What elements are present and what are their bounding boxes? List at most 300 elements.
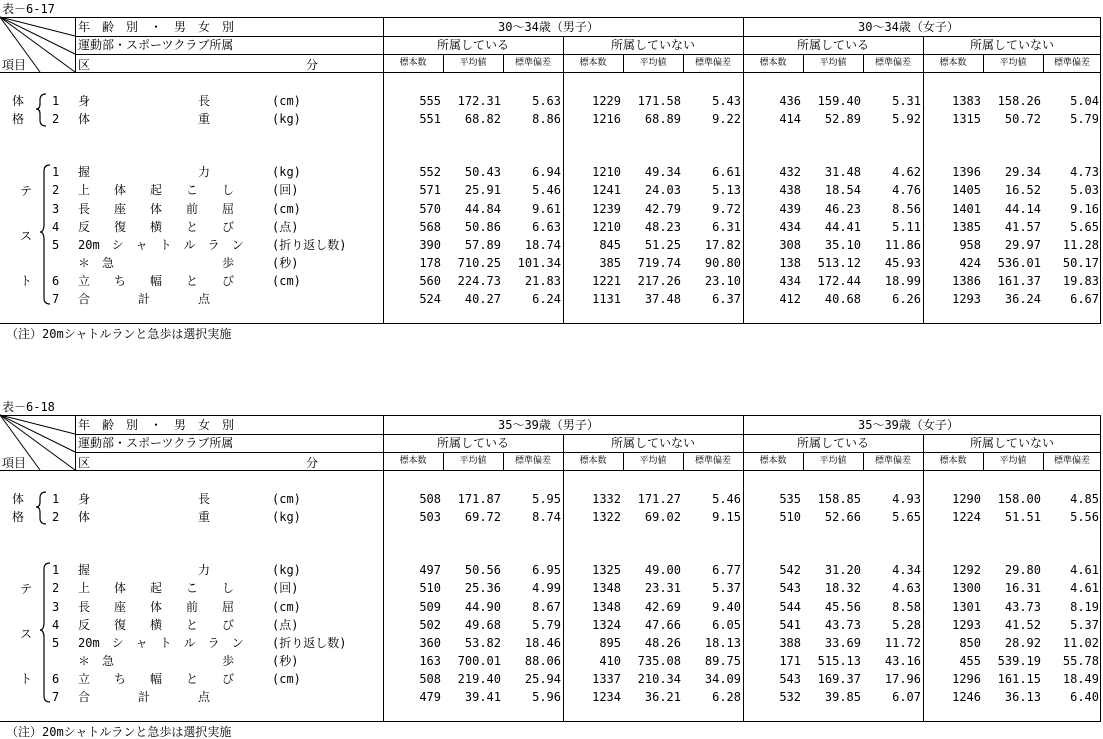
data-cell: 6.77 (712, 563, 741, 577)
data-cell: 4.61 (1070, 581, 1099, 595)
data-cell: 4.85 (1070, 492, 1099, 506)
data-cell: 1300 (952, 581, 981, 595)
data-cell: 5.79 (532, 618, 561, 632)
data-cell: 1210 (592, 220, 621, 234)
item-number: 6 (52, 274, 60, 288)
data-cell: 45.93 (884, 256, 921, 270)
data-cell: 508 (419, 672, 441, 686)
item-unit: (cm) (272, 202, 301, 216)
data-cell: 5.03 (1070, 183, 1099, 197)
data-cell: 44.90 (464, 600, 501, 614)
item-number: 2 (52, 510, 60, 524)
item-unit: (秒) (272, 256, 299, 270)
data-cell: 1337 (592, 672, 621, 686)
data-cell: 5.46 (532, 183, 561, 197)
header-not-belong: 所属していない (610, 38, 695, 52)
data-cell: 23.10 (704, 274, 741, 288)
item-name: ＊ 急 歩 (78, 256, 235, 270)
data-cell: 18.49 (1062, 672, 1099, 686)
item-name: 身 長 (78, 492, 211, 506)
header-sd: 標準偏差 (1053, 456, 1090, 466)
item-name: 上 体 起 こ し (78, 183, 235, 197)
data-cell: 524 (419, 292, 441, 306)
data-cell: 850 (959, 636, 981, 650)
data-cell: 1348 (592, 581, 621, 595)
data-cell: 1386 (952, 274, 981, 288)
data-cell: 1332 (592, 492, 621, 506)
data-cell: 4.99 (532, 581, 561, 595)
data-cell: 11.02 (1062, 636, 1099, 650)
header-n: 標本数 (579, 58, 607, 68)
data-cell: 543 (779, 581, 801, 595)
data-cell: 513.12 (817, 256, 861, 270)
data-cell: 163 (419, 654, 441, 668)
data-cell: 48.26 (644, 636, 681, 650)
data-cell: 455 (959, 654, 981, 668)
data-cell: 39.85 (824, 690, 861, 704)
group-physique-1: 体 (12, 492, 25, 506)
data-cell: 45.56 (824, 600, 861, 614)
header-n: 標本数 (399, 456, 427, 466)
data-cell: 47.66 (644, 618, 681, 632)
data-cell: 5.95 (532, 492, 561, 506)
header-sd: 標準偏差 (694, 58, 731, 68)
data-cell: 308 (779, 238, 801, 252)
data-cell: 1221 (592, 274, 621, 288)
data-cell: 4.34 (892, 563, 921, 577)
data-cell: 69.72 (464, 510, 501, 524)
data-cell: 35.10 (824, 238, 861, 252)
data-cell: 1293 (952, 292, 981, 306)
data-cell: 568 (419, 220, 441, 234)
data-cell: 49.68 (464, 618, 501, 632)
data-cell: 536.01 (997, 256, 1041, 270)
header-rule (383, 54, 1101, 55)
data-cell: 515.13 (817, 654, 861, 668)
data-cell: 44.14 (1004, 202, 1041, 216)
data-cell: 18.32 (824, 581, 861, 595)
data-cell: 171.58 (637, 94, 681, 108)
data-cell: 542 (779, 563, 801, 577)
item-unit: (cm) (272, 94, 301, 108)
item-unit: (回) (272, 183, 299, 197)
data-cell: 1324 (592, 618, 621, 632)
data-cell: 8.56 (892, 202, 921, 216)
data-cell: 51.25 (644, 238, 681, 252)
data-cell: 1383 (952, 94, 981, 108)
data-cell: 16.52 (1004, 183, 1041, 197)
data-cell: 539.19 (997, 654, 1041, 668)
data-cell: 5.92 (892, 112, 921, 126)
data-cell: 43.73 (824, 618, 861, 632)
data-cell: 510 (779, 510, 801, 524)
data-cell: 159.40 (817, 94, 861, 108)
data-cell: 19.83 (1062, 274, 1099, 288)
item-name: 長 座 体 前 屈 (78, 600, 235, 614)
item-unit: (kg) (272, 112, 301, 126)
stat-table-1 (0, 0, 1103, 340)
data-cell: 1229 (592, 94, 621, 108)
data-cell: 719.74 (637, 256, 681, 270)
data-cell: 424 (959, 256, 981, 270)
data-cell: 5.13 (712, 183, 741, 197)
header-ku: 区 (78, 456, 91, 470)
data-cell: 51.51 (1004, 510, 1041, 524)
data-cell: 560 (419, 274, 441, 288)
item-unit: (折り返し数) (272, 636, 347, 650)
data-cell: 360 (419, 636, 441, 650)
data-cell: 138 (779, 256, 801, 270)
item-unit: (kg) (272, 510, 301, 524)
data-cell: 1131 (592, 292, 621, 306)
group-test-1: テ (20, 582, 33, 596)
header-rule (383, 470, 1101, 471)
header-club: 運動部・スポーツクラブ所属 (78, 436, 234, 450)
data-cell: 4.93 (892, 492, 921, 506)
header-male-age: 35～39歳（男子） (498, 418, 599, 432)
header-n: 標本数 (759, 456, 787, 466)
item-number: 1 (52, 492, 60, 506)
data-cell: 552 (419, 165, 441, 179)
data-cell: 88.06 (524, 654, 561, 668)
header-mean: 平均値 (999, 456, 1027, 466)
data-cell: 50.17 (1062, 256, 1099, 270)
data-cell: 1246 (952, 690, 981, 704)
item-number: 1 (52, 563, 60, 577)
group-test-2: ス (20, 229, 33, 243)
data-cell: 6.63 (532, 220, 561, 234)
data-cell: 438 (779, 183, 801, 197)
header-club: 運動部・スポーツクラブ所属 (78, 38, 234, 52)
data-cell: 23.31 (644, 581, 681, 595)
data-cell: 171.87 (457, 492, 501, 506)
data-cell: 31.20 (824, 563, 861, 577)
group-physique-1: 体 (12, 94, 25, 108)
data-cell: 49.34 (644, 165, 681, 179)
data-cell: 1405 (952, 183, 981, 197)
data-cell: 21.83 (524, 274, 561, 288)
data-cell: 217.26 (637, 274, 681, 288)
item-number: 7 (52, 292, 60, 306)
data-cell: 8.74 (532, 510, 561, 524)
data-cell: 497 (419, 563, 441, 577)
data-cell: 8.67 (532, 600, 561, 614)
data-cell: 8.86 (532, 112, 561, 126)
item-name: 握 力 (78, 563, 211, 577)
data-cell: 551 (419, 112, 441, 126)
data-cell: 42.79 (644, 202, 681, 216)
data-cell: 412 (779, 292, 801, 306)
data-cell: 6.26 (892, 292, 921, 306)
data-cell: 1290 (952, 492, 981, 506)
header-mean: 平均値 (999, 58, 1027, 68)
item-unit: (cm) (272, 600, 301, 614)
data-cell: 414 (779, 112, 801, 126)
data-cell: 6.67 (1070, 292, 1099, 306)
data-cell: 41.52 (1004, 618, 1041, 632)
data-cell: 6.37 (712, 292, 741, 306)
data-cell: 161.37 (997, 274, 1041, 288)
data-cell: 6.61 (712, 165, 741, 179)
data-cell: 18.13 (704, 636, 741, 650)
data-cell: 158.26 (997, 94, 1041, 108)
data-cell: 439 (779, 202, 801, 216)
data-cell: 18.54 (824, 183, 861, 197)
header-mean: 平均値 (459, 58, 487, 68)
data-cell: 17.82 (704, 238, 741, 252)
data-cell: 18.46 (524, 636, 561, 650)
data-cell: 172.31 (457, 94, 501, 108)
data-cell: 5.65 (892, 510, 921, 524)
data-cell: 11.72 (884, 636, 921, 650)
item-number: 5 (52, 238, 60, 252)
data-cell: 5.43 (712, 94, 741, 108)
data-cell: 543 (779, 672, 801, 686)
header-item: 項目 (2, 58, 27, 72)
data-cell: 25.36 (464, 581, 501, 595)
header-mean: 平均値 (639, 456, 667, 466)
header-belong: 所属している (436, 38, 509, 52)
header-n: 標本数 (939, 456, 967, 466)
item-unit: (cm) (272, 672, 301, 686)
data-cell: 1301 (952, 600, 981, 614)
data-cell: 50.43 (464, 165, 501, 179)
data-cell: 36.24 (1004, 292, 1041, 306)
item-number: 2 (52, 581, 60, 595)
header-bun: 分 (306, 58, 319, 72)
header-sd: 標準偏差 (874, 456, 911, 466)
data-cell: 1241 (592, 183, 621, 197)
data-cell: 9.15 (712, 510, 741, 524)
data-cell: 53.82 (464, 636, 501, 650)
item-name: ＊ 急 歩 (78, 654, 235, 668)
data-cell: 4.76 (892, 183, 921, 197)
data-cell: 29.97 (1004, 238, 1041, 252)
data-cell: 34.09 (704, 672, 741, 686)
item-number: 5 (52, 636, 60, 650)
table-note: （注）20mシャトルランと急歩は選択実施 (6, 725, 232, 739)
data-cell: 9.16 (1070, 202, 1099, 216)
data-cell: 6.31 (712, 220, 741, 234)
data-cell: 1293 (952, 618, 981, 632)
header-not-belong: 所属していない (969, 38, 1054, 52)
data-cell: 6.94 (532, 165, 561, 179)
data-cell: 1234 (592, 690, 621, 704)
header-sd: 標準偏差 (874, 58, 911, 68)
group-test-2: ス (20, 627, 33, 641)
data-cell: 570 (419, 202, 441, 216)
group-test-3: ト (20, 672, 33, 686)
data-cell: 1292 (952, 563, 981, 577)
data-cell: 68.89 (644, 112, 681, 126)
data-cell: 1401 (952, 202, 981, 216)
data-cell: 5.31 (892, 94, 921, 108)
item-name: 身 長 (78, 94, 211, 108)
item-number: 2 (52, 112, 60, 126)
data-cell: 735.08 (637, 654, 681, 668)
data-cell: 958 (959, 238, 981, 252)
data-cell: 158.85 (817, 492, 861, 506)
data-cell: 11.28 (1062, 238, 1099, 252)
data-cell: 9.61 (532, 202, 561, 216)
data-cell: 158.00 (997, 492, 1041, 506)
item-unit: (点) (272, 618, 299, 632)
data-cell: 6.40 (1070, 690, 1099, 704)
data-cell: 6.07 (892, 690, 921, 704)
item-unit: (cm) (272, 492, 301, 506)
data-cell: 44.41 (824, 220, 861, 234)
data-cell: 710.25 (457, 256, 501, 270)
data-cell: 390 (419, 238, 441, 252)
data-cell: 5.79 (1070, 112, 1099, 126)
data-cell: 4.61 (1070, 563, 1099, 577)
header-rule (383, 452, 1101, 453)
data-cell: 510 (419, 581, 441, 595)
data-cell: 1216 (592, 112, 621, 126)
data-cell: 37.48 (644, 292, 681, 306)
header-mean: 平均値 (459, 456, 487, 466)
header-rule (75, 36, 1101, 37)
data-cell: 169.37 (817, 672, 861, 686)
data-cell: 6.95 (532, 563, 561, 577)
data-cell: 210.34 (637, 672, 681, 686)
header-male-age: 30～34歳（男子） (498, 20, 599, 34)
data-cell: 33.69 (824, 636, 861, 650)
header-n: 標本数 (399, 58, 427, 68)
item-name: 長 座 体 前 屈 (78, 202, 235, 216)
data-cell: 16.31 (1004, 581, 1041, 595)
data-cell: 31.48 (824, 165, 861, 179)
item-name: 体 重 (78, 112, 211, 126)
data-cell: 39.41 (464, 690, 501, 704)
data-cell: 6.28 (712, 690, 741, 704)
data-cell: 42.69 (644, 600, 681, 614)
header-age-gender: 年 齢 別 ・ 男 女 別 (78, 20, 235, 34)
item-name: 体 重 (78, 510, 211, 524)
header-rule (383, 72, 1101, 73)
data-cell: 5.37 (712, 581, 741, 595)
data-cell: 48.23 (644, 220, 681, 234)
data-cell: 9.22 (712, 112, 741, 126)
data-cell: 43.73 (1004, 600, 1041, 614)
data-cell: 541 (779, 618, 801, 632)
data-cell: 436 (779, 94, 801, 108)
table-note: （注）20mシャトルランと急歩は選択実施 (6, 327, 232, 341)
header-not-belong: 所属していない (610, 436, 695, 450)
data-cell: 434 (779, 274, 801, 288)
data-cell: 24.03 (644, 183, 681, 197)
header-bun: 分 (306, 456, 319, 470)
data-cell: 4.63 (892, 581, 921, 595)
data-cell: 5.04 (1070, 94, 1099, 108)
data-cell: 17.96 (884, 672, 921, 686)
item-name: 20m シ ャ ト ル ラ ン (78, 636, 244, 650)
data-cell: 6.24 (532, 292, 561, 306)
item-number: 1 (52, 165, 60, 179)
data-cell: 1296 (952, 672, 981, 686)
header-ku: 区 (78, 58, 91, 72)
data-cell: 52.66 (824, 510, 861, 524)
data-cell: 5.11 (892, 220, 921, 234)
data-cell: 172.44 (817, 274, 861, 288)
data-cell: 508 (419, 492, 441, 506)
data-cell: 90.80 (704, 256, 741, 270)
data-cell: 1396 (952, 165, 981, 179)
item-number: 6 (52, 672, 60, 686)
data-cell: 535 (779, 492, 801, 506)
header-sd: 標準偏差 (514, 58, 551, 68)
item-name: 上 体 起 こ し (78, 581, 235, 595)
item-name: 反 復 横 と び (78, 618, 235, 632)
item-name: 立 ち 幅 と び (78, 274, 235, 288)
header-not-belong: 所属していない (969, 436, 1054, 450)
group-physique-2: 格 (12, 112, 25, 126)
group-test-1: テ (20, 184, 33, 198)
header-age-gender: 年 齢 別 ・ 男 女 別 (78, 418, 235, 432)
data-cell: 9.72 (712, 202, 741, 216)
group-test-3: ト (20, 274, 33, 288)
table-title: 表－6-17 (2, 2, 55, 16)
group-physique-2: 格 (12, 510, 25, 524)
data-cell: 700.01 (457, 654, 501, 668)
data-cell: 52.89 (824, 112, 861, 126)
item-name: 合 計 点 (78, 292, 211, 306)
data-cell: 171 (779, 654, 801, 668)
data-cell: 69.02 (644, 510, 681, 524)
data-cell: 5.65 (1070, 220, 1099, 234)
item-number: 3 (52, 600, 60, 614)
item-name: 握 力 (78, 165, 211, 179)
group-braces (0, 398, 60, 738)
data-cell: 388 (779, 636, 801, 650)
data-cell: 502 (419, 618, 441, 632)
data-cell: 4.62 (892, 165, 921, 179)
header-mean: 平均値 (819, 58, 847, 68)
header-n: 標本数 (759, 58, 787, 68)
item-number: 7 (52, 690, 60, 704)
data-cell: 57.89 (464, 238, 501, 252)
header-rule (75, 434, 1101, 435)
data-cell: 25.91 (464, 183, 501, 197)
item-number: 2 (52, 183, 60, 197)
data-cell: 161.15 (997, 672, 1041, 686)
header-belong: 所属している (436, 436, 509, 450)
data-cell: 68.82 (464, 112, 501, 126)
data-cell: 1210 (592, 165, 621, 179)
data-cell: 36.13 (1004, 690, 1041, 704)
item-number: 4 (52, 618, 60, 632)
data-cell: 571 (419, 183, 441, 197)
data-cell: 555 (419, 94, 441, 108)
data-cell: 89.75 (704, 654, 741, 668)
data-cell: 5.37 (1070, 618, 1099, 632)
item-name: 20m シ ャ ト ル ラ ン (78, 238, 244, 252)
data-cell: 50.56 (464, 563, 501, 577)
item-unit: (kg) (272, 165, 301, 179)
data-cell: 41.57 (1004, 220, 1041, 234)
header-item: 項目 (2, 456, 27, 470)
data-cell: 895 (599, 636, 621, 650)
header-mean: 平均値 (639, 58, 667, 68)
header-female-age: 30～34歳（女子） (858, 20, 959, 34)
item-unit: (kg) (272, 563, 301, 577)
data-cell: 434 (779, 220, 801, 234)
data-cell: 1325 (592, 563, 621, 577)
item-name: 合 計 点 (78, 690, 211, 704)
item-number: 4 (52, 220, 60, 234)
group-braces (0, 0, 60, 340)
data-cell: 40.68 (824, 292, 861, 306)
